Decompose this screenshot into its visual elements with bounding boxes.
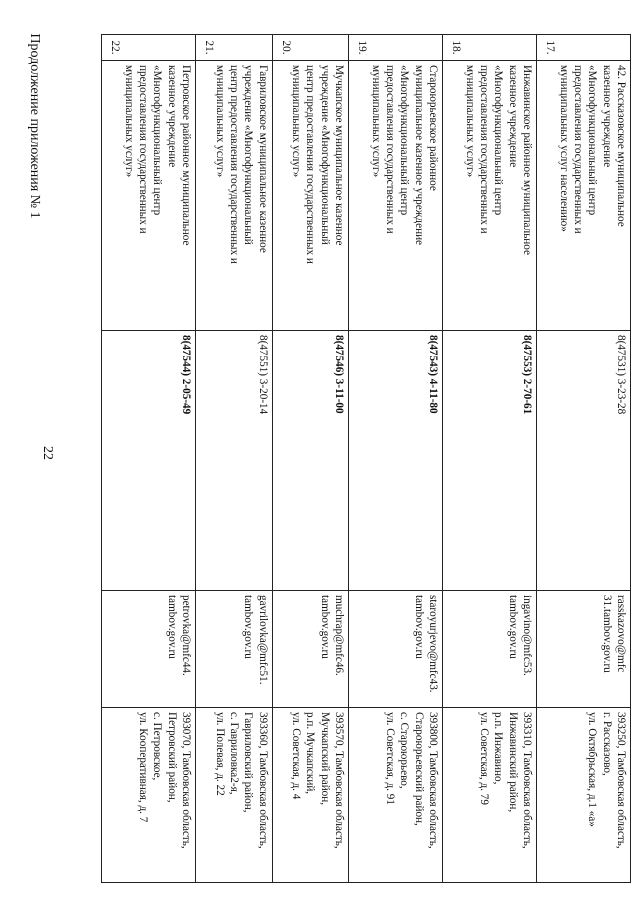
table-row <box>196 35 272 883</box>
organization-name: Староюрьевское районное муниципальное казенное учреждение «Многофункциональный центр предоставления государственных и муниципальных услуг» <box>348 61 442 331</box>
row-number: 20. <box>272 35 348 61</box>
postal-address: 393360, Тамбовская область, Гавриловский район, с. Гавриловка2-я, ул. Полевая, д. 22 <box>196 708 272 883</box>
email-address: gavrilovka@mfc51. tambov.gov.ru <box>196 591 272 708</box>
table-row <box>536 35 630 883</box>
continuation-title: Продолжение приложения № 1 <box>27 33 42 219</box>
page-number: 22 <box>40 446 55 460</box>
organization-name: Инжавинское районное муниципальное казенное учреждение «Многофункциональный центр предоставления государственных и муниципальных услуг» <box>442 61 536 331</box>
organization-name: Петровское районное муниципальное казенное учреждение «Многофункциональный центр предоставления государственных и муниципальных услуг» <box>102 61 196 331</box>
row-number: 17. <box>536 35 630 61</box>
postal-address: 393310, Тамбовская область, Инжавинский район, р.п. Инжавино, ул. Советская, д. 79 <box>442 708 536 883</box>
phone-number: 8(47546) 3-11-00 <box>272 331 348 591</box>
postal-address: 393070, Тамбовская область, Петровский район, с. Петровское, ул. Кооперативная, д. 7 <box>102 708 196 883</box>
email-address: ingavino@mfc53. tambov.gov.ru <box>442 591 536 708</box>
table-body <box>102 35 631 883</box>
organization-name: Гавриловское муниципальное казенное учреждение «Многофункциональный центр предоставления государственных и муниципальных услуг» <box>196 61 272 331</box>
postal-address: 393800, Тамбовская область, Староюрьевский район, с. Староюрьево, ул. Советская, д. 91 <box>348 708 442 883</box>
rotated-table <box>101 34 631 882</box>
table-row <box>442 35 536 883</box>
row-number: 22. <box>102 35 196 61</box>
table-row <box>102 35 196 883</box>
table-row <box>272 35 348 883</box>
phone-number: 8(47544) 2-05-49 <box>102 331 196 591</box>
phone-number: 8(47553) 2-70-61 <box>442 331 536 591</box>
phone-number: 8(47551) 3-20-14 <box>196 331 272 591</box>
email-address: muchrap@mfc46. tambov.gov.ru <box>272 591 348 708</box>
postal-address: 393250, Тамбовская область, г. Рассказово, ул. Октябрьская, д.1 «а» <box>536 708 630 883</box>
row-number: 18. <box>442 35 536 61</box>
table-row <box>348 35 442 883</box>
table-container <box>101 34 631 882</box>
row-number: 19. <box>348 35 442 61</box>
phone-number: 8(47543) 4-11-80 <box>348 331 442 591</box>
mfc-table <box>101 34 631 883</box>
email-address: staroyurjevo@mfc43. tambov.gov.ru <box>348 591 442 708</box>
email-address: petrovka@mfc44. tambov.gov.ru <box>102 591 196 708</box>
organization-name: 42. Рассказовское муниципальное казенное учреждение «Многофункциональный центр предоставления государственных и муниципальных услуг населению» <box>536 61 630 331</box>
email-address: rasskazovo@mfc 31.tambov.gov.ru <box>536 591 630 708</box>
phone-number: 8(47531) 3-23-28 <box>536 331 630 591</box>
postal-address: 393570, Тамбовская область, Мучкапский район, р.п. Мучкапский, ул. Советская, д. 4 <box>272 708 348 883</box>
row-number: 21. <box>196 35 272 61</box>
organization-name: Мучкапское муниципальное казенное учреждение «Многофункциональный центр предоставления государственных и муниципальных услуг» <box>272 61 348 331</box>
